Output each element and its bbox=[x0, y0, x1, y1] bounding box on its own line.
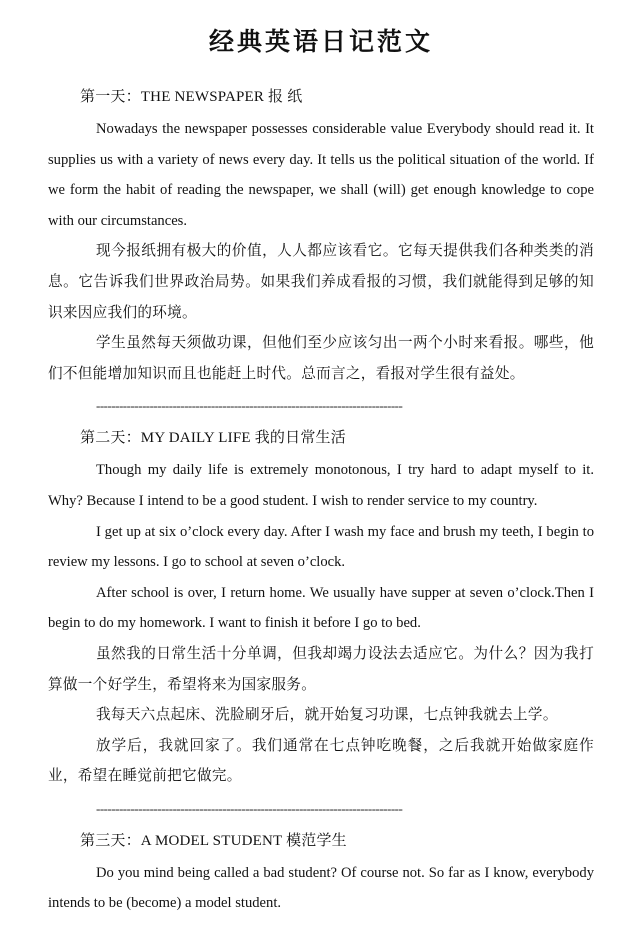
paragraph: 放学后，我就回家了。我们通常在七点钟吃晚餐，之后我就开始做家庭作业，希望在睡觉前把它做完。 bbox=[48, 736, 594, 785]
paragraph: 我每天六点起床、洗脸刷牙后，就开始复习功课，七点钟我就去上学。 bbox=[96, 706, 558, 724]
paragraph: I get up at six o’clock every day. After I wash my face and brush my teeth, I begin to review my lessons. I go to school at seven o’clock. bbox=[48, 523, 594, 571]
document-title: 经典英语日记范文 bbox=[208, 27, 433, 56]
section-heading-day-1: 第一天：THE NEWSPAPER 报 纸 bbox=[80, 89, 303, 105]
paragraph: 学生虽然每天须做功课，但他们至少应该匀出一两个小时来看报。哪些，他们不但能增加知识而且也能赶上时代。总而言之，看报对学生很有益处。 bbox=[48, 334, 594, 382]
section-separator: -------------------------------------------------------------------------------- bbox=[96, 398, 403, 414]
section-separator: -------------------------------------------------------------------------------- bbox=[96, 800, 403, 816]
paragraph: 虽然我的日常生活十分单调，但我却竭力设法去适应它。为什么？因为我打算做一个好学生，希望将来为国家服务。 bbox=[48, 644, 594, 693]
section-heading-day-2: 第二天：MY DAILY LIFE 我的日常生活 bbox=[80, 430, 346, 447]
paragraph: 现今报纸拥有极大的价值，人人都应该看它。它每天提供我们各种类类的消息。它告诉我们世界政治局势。如果我们养成看报的习惯，我们就能得到足够的知识来因应我们的环境。 bbox=[48, 242, 594, 321]
paragraph: After school is over, I return home. We usually have supper at seven o’clock.Then I begin to do my homework. I want to finish it before I go to bed. bbox=[48, 584, 594, 632]
section-heading-day-3: 第三天：A MODEL STUDENT 模范学生 bbox=[80, 832, 347, 849]
paragraph: Nowadays the newspaper possesses considerable value Everybody should read it. It supplies us with a variety of news every day. It tells us the political situation of the world. If we form the habit of reading the newspaper, we shall (will) get enough knowledge to cope with our circumstances. bbox=[48, 121, 594, 229]
paragraph: Though my daily life is extremely monotonous, I try hard to adapt myself to it. Why? Because I intend to be a good student. I wish to render service to my country. bbox=[48, 462, 594, 509]
paragraph: Do you mind being called a bad student? Of course not. So far as I know, everybody intends to be (become) a model student. bbox=[48, 864, 594, 912]
